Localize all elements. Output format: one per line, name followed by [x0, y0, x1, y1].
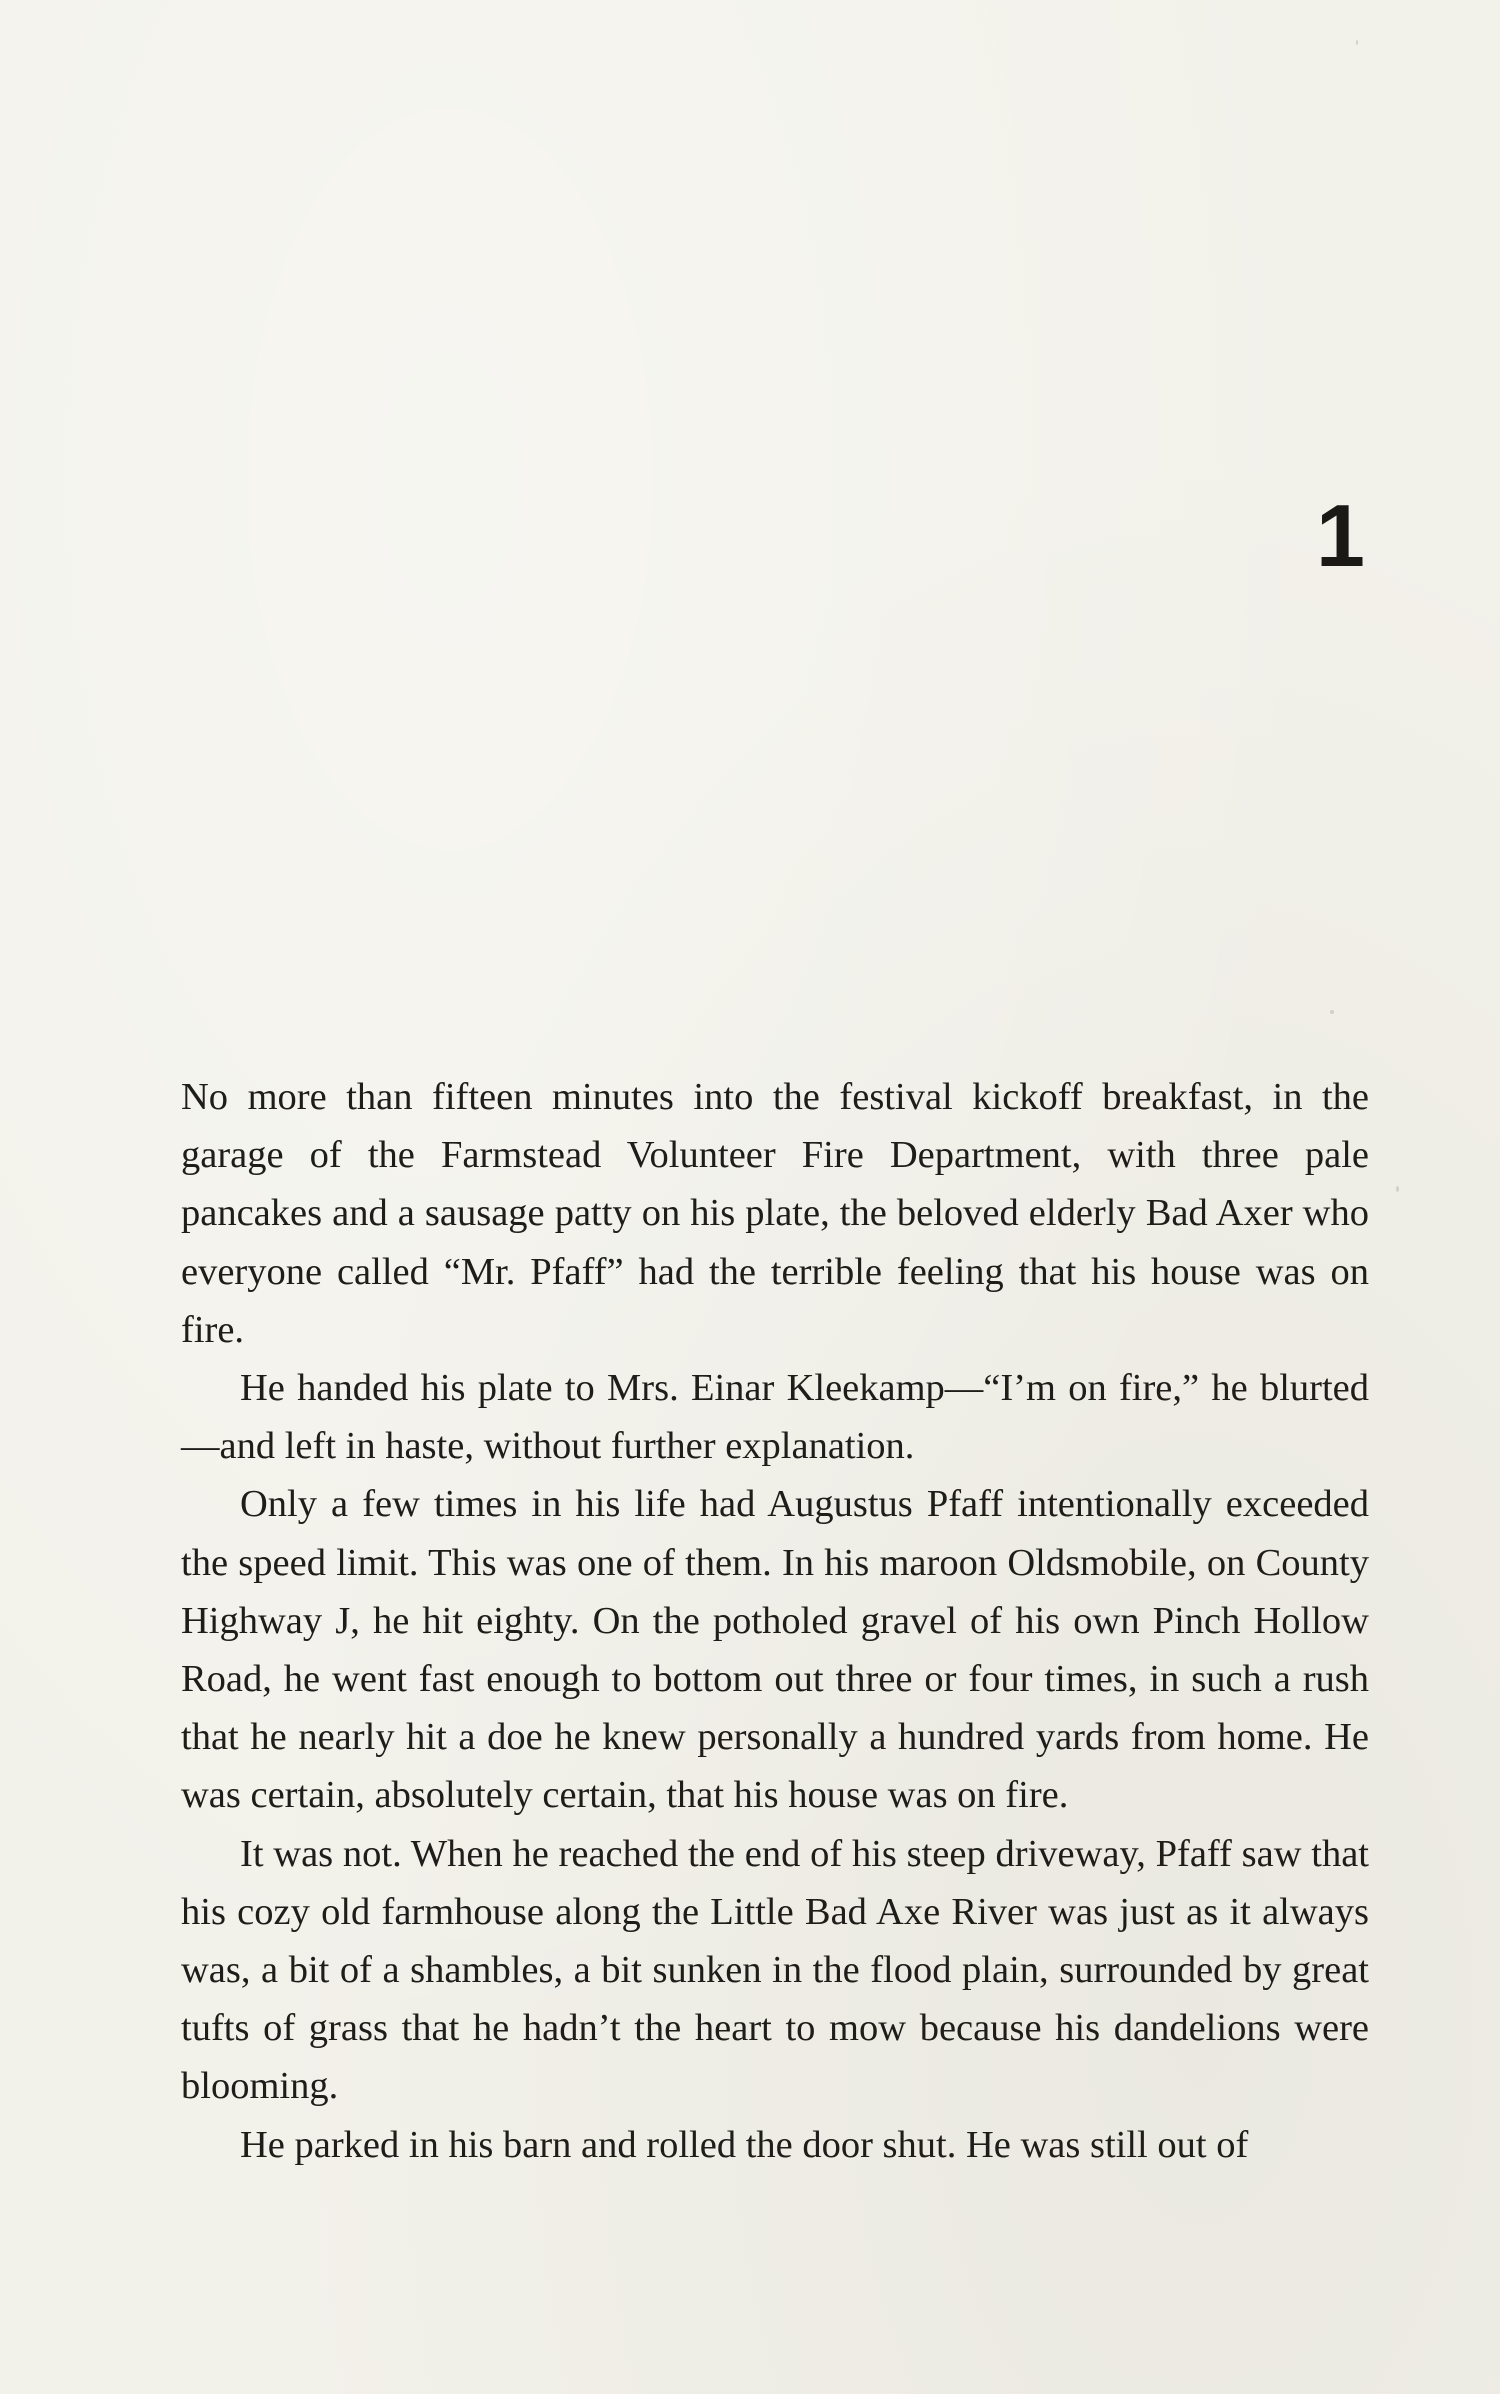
chapter-body [181, 1068, 1369, 2174]
paragraph: It was not. When he reached the end of his steep driveway, Pfaff saw that his cozy old farmhouse along the Little Bad Axe River was just as it always was, a bit of a shambles, a bit sunken in the flood plain, surrounded by great tufts of grass that he hadn’t the heart to mow because his dandelions were blooming. [181, 1832, 1369, 2108]
paper-speck [1396, 1186, 1399, 1192]
paper-speck [1330, 1010, 1334, 1014]
paragraph: Only a few times in his life had Augustus Pfaff intentionally exceeded the speed limit. This was one of them. In his maroon Oldsmobile, on County Highway J, he hit eighty. On the potholed gravel of his own Pinch Hollow Road, he went fast enough to bottom out three or four times, in such a rush that he nearly hit a doe he knew personally a hundred yards from home. He was certain, absolutely certain, that his house was on fire. [181, 1483, 1369, 1817]
chapter-number: 1 [1316, 486, 1365, 585]
paragraph: No more than fifteen minutes into the festival kickoff breakfast, in the garage of the Farmstead Volunteer Fire Department, with three pale pancakes and a sausage patty on his plate, the beloved elderly Bad Axer who everyone called “Mr. Pfaff” had the terrible feeling that his house was on fire. [181, 1076, 1369, 1351]
paragraph: He parked in his barn and rolled the door shut. He was still out of [240, 2123, 1249, 2166]
paper-speck [1356, 40, 1358, 45]
paragraph: He handed his plate to Mrs. Einar Kleekamp—“I’m on fire,” he blurted—and left in haste, without further explanation. [181, 1367, 1369, 1468]
